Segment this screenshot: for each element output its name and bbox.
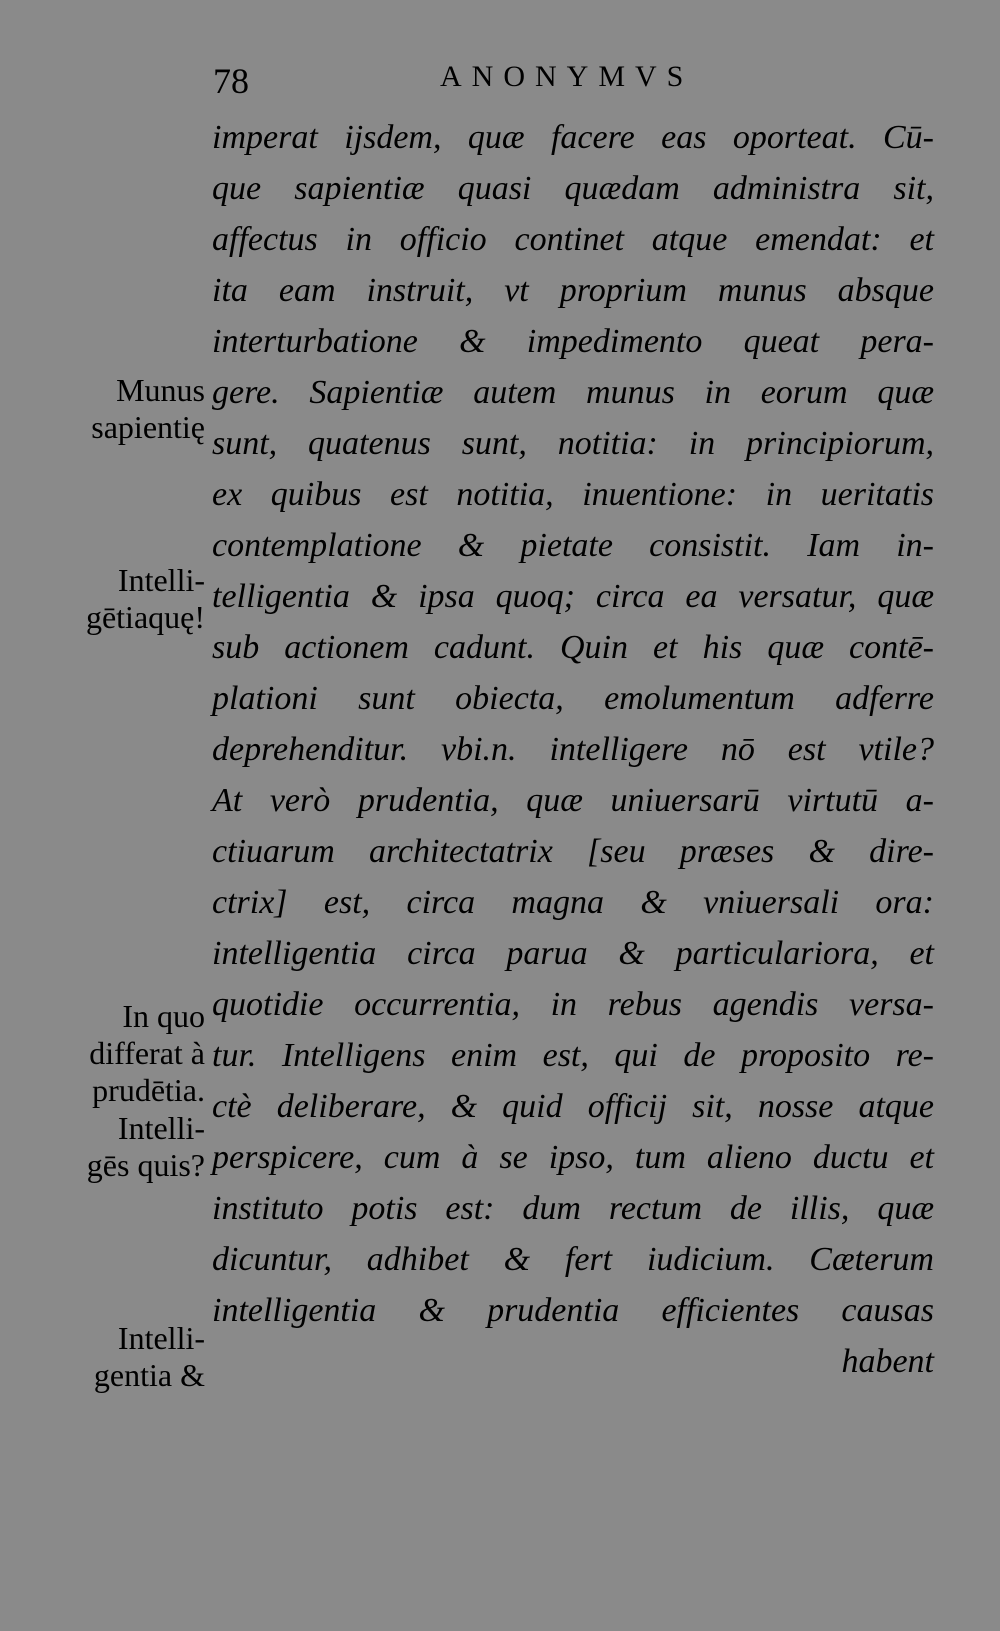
text-line: quotidie occurrentia, in rebus agendis versa- — [212, 986, 934, 1023]
text-line: deprehenditur. vbi.n. intelligere nō est vtile? — [212, 731, 934, 768]
margin-note-line: In quo — [122, 998, 205, 1034]
margin-note-line: gentia & — [93, 1357, 205, 1393]
text-line: plationi sunt obiecta, emolumentum adferre — [212, 680, 934, 717]
margin-note-intelligentia-et — [55, 1320, 205, 1394]
text-line: que sapientiæ quasi quædam administra sit, — [212, 170, 934, 207]
margin-note-intelligentia — [55, 562, 205, 636]
page-number: 78 — [213, 61, 249, 101]
text-line: imperat ijsdem, quæ facere eas oporteat. Cū- — [212, 119, 934, 156]
margin-note-line: Intelli- — [117, 562, 205, 598]
text-line: affectus in officio continet atque emendat: et — [212, 221, 934, 258]
margin-note-line: Intelli- — [117, 1110, 205, 1146]
text-line: ctrix] est, circa magna & vniuersali ora: — [212, 884, 934, 921]
text-line: contemplatione & pietate consistit. Iam in- — [212, 527, 934, 564]
margin-note-line: sapientię — [91, 409, 205, 445]
margin-note-line: Munus — [116, 372, 205, 408]
margin-note-line: prudētia. — [92, 1072, 205, 1108]
margin-note-in-quo-differat — [55, 998, 205, 1109]
text-line: intelligentia & prudentia efficientes causas — [212, 1292, 934, 1329]
running-head: ANONYMVS — [440, 60, 694, 93]
margin-note-munus-sapientiae — [55, 372, 205, 446]
margin-note-intelligens-quis — [55, 1110, 205, 1184]
margin-note-line: differat à — [89, 1035, 205, 1071]
page-header — [0, 60, 1000, 100]
text-line: sunt, quatenus sunt, notitia: in principiorum, — [212, 425, 934, 462]
text-line: interturbatione & impedimento queat pera- — [212, 323, 934, 360]
main-text — [212, 112, 934, 1387]
text-line: instituto potis est: dum rectum de illis, quæ — [212, 1190, 934, 1227]
catchword: habent — [841, 1343, 934, 1380]
margin-note-line: gētiaquę! — [85, 599, 205, 635]
text-line: telligentia & ipsa quoq; circa ea versatur, quæ — [212, 578, 934, 615]
text-line: tur. Intelligens enim est, qui de proposito re- — [212, 1037, 934, 1074]
text-line: sub actionem cadunt. Quin et his quæ contē- — [212, 629, 934, 666]
text-line: intelligentia circa parua & particulariora, et — [212, 935, 934, 972]
text-line: At verò prudentia, quæ uniuersarū virtutū a- — [212, 782, 934, 819]
text-line: gere. Sapientiæ autem munus in eorum quæ — [212, 374, 934, 411]
text-line: ex quibus est notitia, inuentione: in ueritatis — [212, 476, 934, 513]
margin-note-line: gēs quis? — [86, 1147, 205, 1183]
text-line: ctè deliberare, & quid officij sit, nosse atque — [212, 1088, 934, 1125]
text-line: perspicere, cum à se ipso, tum alieno ductu et — [212, 1139, 934, 1176]
margin-note-line: Intelli- — [117, 1320, 205, 1356]
text-line: ita eam instruit, vt proprium munus absque — [212, 272, 934, 309]
text-line: dicuntur, adhibet & fert iudicium. Cæterum — [212, 1241, 934, 1278]
text-line: ctiuarum architectatrix [seu præses & dire- — [212, 833, 934, 870]
